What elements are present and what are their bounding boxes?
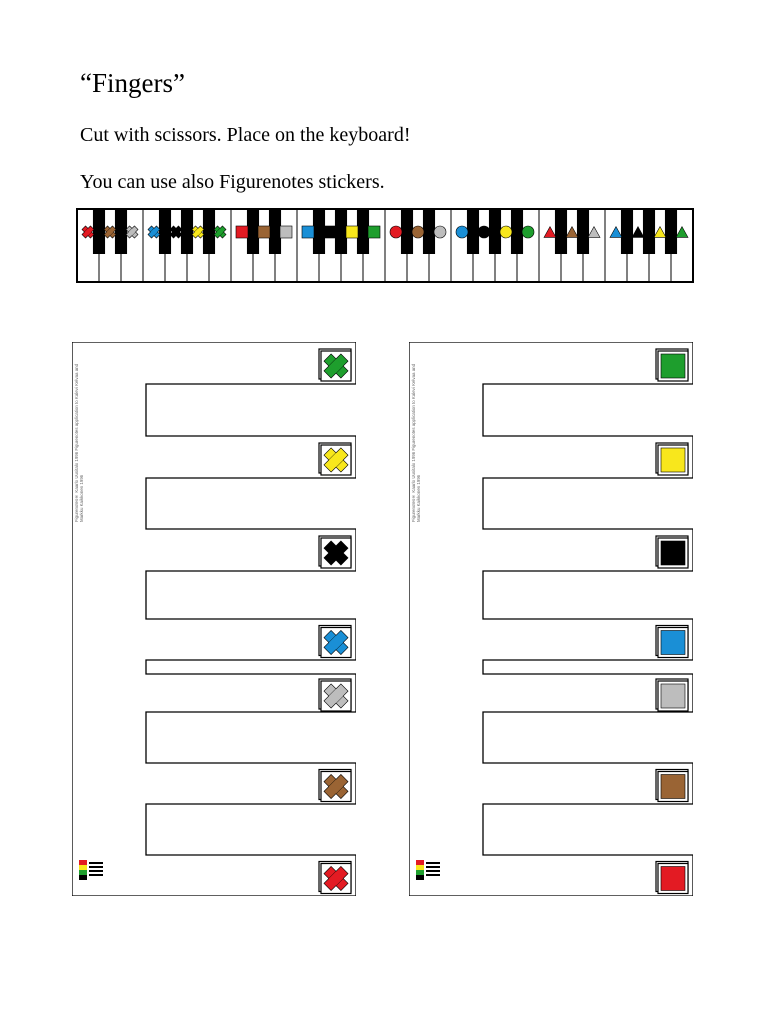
yellow-square-icon xyxy=(661,448,685,472)
blue-circle-icon xyxy=(456,226,468,238)
instruction-cut: Cut with scissors. Place on the keyboard! xyxy=(80,124,411,146)
brown-square-icon xyxy=(258,226,270,238)
red-square-icon xyxy=(661,867,685,891)
green-circle-icon xyxy=(522,226,534,238)
black-key xyxy=(577,209,589,254)
black-square-icon xyxy=(324,226,336,238)
figurenotes-logo xyxy=(416,860,442,882)
black-key xyxy=(401,209,413,254)
black-key xyxy=(357,209,369,254)
grey-circle-icon xyxy=(434,226,446,238)
black-key xyxy=(269,209,281,254)
finger-card-outline xyxy=(72,342,356,896)
finger-tab-red xyxy=(656,862,688,894)
finger-tab-brown xyxy=(656,770,688,802)
finger-tab-green xyxy=(319,349,351,381)
finger-tab-black xyxy=(656,536,688,568)
instruction-stickers: You can use also Figurenotes stickers. xyxy=(80,171,385,193)
black-key xyxy=(181,209,193,254)
finger-card-left xyxy=(72,342,356,896)
finger-tab-yellow xyxy=(319,443,351,475)
finger-card-right xyxy=(409,342,693,896)
black-key xyxy=(115,209,127,254)
finger-tab-grey xyxy=(319,679,351,711)
finger-tab-blue xyxy=(656,626,688,658)
yellow-square-icon xyxy=(346,226,358,238)
red-square-icon xyxy=(236,226,248,238)
finger-tab-grey xyxy=(656,679,688,711)
black-key xyxy=(665,209,677,254)
finger-tab-brown xyxy=(319,770,351,802)
finger-card-outline xyxy=(409,342,693,896)
red-circle-icon xyxy=(390,226,402,238)
finger-tab-green xyxy=(656,349,688,381)
black-key xyxy=(467,209,479,254)
finger-tab-yellow xyxy=(656,443,688,475)
black-key xyxy=(247,209,259,254)
black-key xyxy=(159,209,171,254)
black-square-icon xyxy=(661,541,685,565)
black-key xyxy=(555,209,567,254)
page-title: “Fingers” xyxy=(80,68,185,98)
black-key xyxy=(313,209,325,254)
yellow-circle-icon xyxy=(500,226,512,238)
black-key xyxy=(511,209,523,254)
finger-tab-black xyxy=(319,536,351,568)
finger-tab-blue xyxy=(319,626,351,658)
black-key xyxy=(423,209,435,254)
brown-circle-icon xyxy=(412,226,424,238)
black-key xyxy=(93,209,105,254)
black-circle-icon xyxy=(478,226,490,238)
brown-square-icon xyxy=(661,775,685,799)
green-square-icon xyxy=(368,226,380,238)
card-credit-text: Figurenotes® Kaarlo Uusitalo 1996 Figurenotes application to Kalevi Kelvaa and Markku Kaikkonen 1996 xyxy=(74,363,84,522)
blue-square-icon xyxy=(302,226,314,238)
card-credit-text: Figurenotes® Kaarlo Uusitalo 1996 Figurenotes application to Kalevi Kelvaa and Markku Kaikkonen 1996 xyxy=(411,363,421,522)
green-square-icon xyxy=(661,354,685,378)
finger-tab-red xyxy=(319,862,351,894)
figurenotes-logo xyxy=(79,860,105,882)
blue-square-icon xyxy=(661,631,685,655)
black-key xyxy=(203,209,215,254)
grey-square-icon xyxy=(661,684,685,708)
black-key xyxy=(335,209,347,254)
black-key xyxy=(621,209,633,254)
black-key xyxy=(489,209,501,254)
keyboard-diagram xyxy=(76,208,694,283)
black-key xyxy=(643,209,655,254)
grey-square-icon xyxy=(280,226,292,238)
